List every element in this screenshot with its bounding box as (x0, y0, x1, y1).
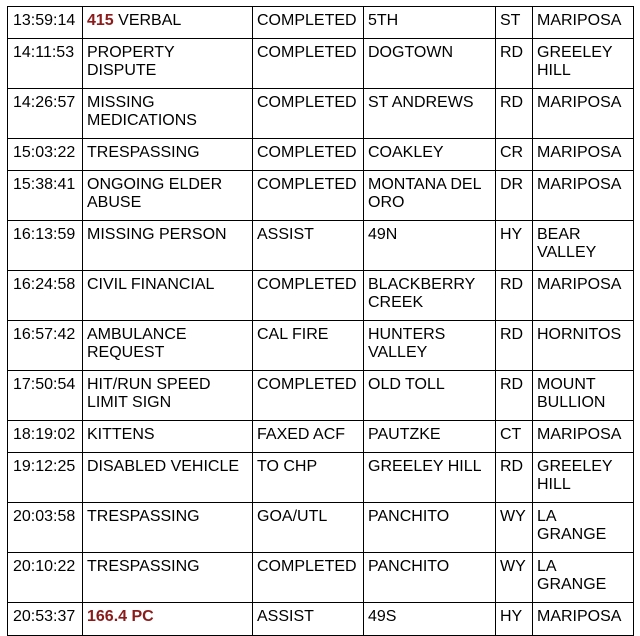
table-row (8, 603, 634, 636)
incident-text: ONGOING ELDER ABUSE (87, 176, 223, 211)
table-row (8, 221, 634, 271)
time-cell: 13:59:14 (8, 7, 83, 39)
time-cell: 14:11:53 (8, 39, 83, 89)
suffix-cell: WY (496, 553, 533, 603)
suffix-cell: WY (496, 503, 533, 553)
incident-text: CIVIL FINANCIAL (87, 276, 215, 293)
table-row (8, 139, 634, 171)
call-log-table (7, 6, 634, 636)
table-row (8, 371, 634, 421)
time-cell: 15:03:22 (8, 139, 83, 171)
incident-cell (83, 89, 253, 139)
suffix-cell: RD (496, 453, 533, 503)
disposition-cell: TO CHP (253, 453, 364, 503)
table-row (8, 7, 634, 39)
city-cell: MARIPOSA (533, 171, 634, 221)
incident-text: TRESPASSING (87, 144, 200, 161)
incident-cell (83, 553, 253, 603)
street-cell: BLACKBERRY CREEK (364, 271, 496, 321)
incident-code: 166.4 PC (87, 608, 154, 625)
incident-cell (83, 421, 253, 453)
disposition-cell: COMPLETED (253, 171, 364, 221)
disposition-cell: COMPLETED (253, 7, 364, 39)
street-cell: HUNTERS VALLEY (364, 321, 496, 371)
street-cell: 49N (364, 221, 496, 271)
city-cell: MOUNT BULLION (533, 371, 634, 421)
street-cell: PANCHITO (364, 553, 496, 603)
table-row (8, 421, 634, 453)
street-cell: PAUTZKE (364, 421, 496, 453)
disposition-cell: COMPLETED (253, 371, 364, 421)
call-log-body (8, 7, 634, 636)
city-cell: MARIPOSA (533, 421, 634, 453)
suffix-cell: RD (496, 321, 533, 371)
disposition-cell: COMPLETED (253, 89, 364, 139)
suffix-cell: RD (496, 371, 533, 421)
street-cell: GREELEY HILL (364, 453, 496, 503)
disposition-cell: CAL FIRE (253, 321, 364, 371)
city-cell: GREELEY HILL (533, 39, 634, 89)
incident-cell (83, 39, 253, 89)
incident-cell (83, 453, 253, 503)
suffix-cell: ST (496, 7, 533, 39)
time-cell: 16:24:58 (8, 271, 83, 321)
suffix-cell: HY (496, 221, 533, 271)
street-cell: OLD TOLL (364, 371, 496, 421)
city-cell: MARIPOSA (533, 139, 634, 171)
time-cell: 17:50:54 (8, 371, 83, 421)
street-cell: MONTANA DEL ORO (364, 171, 496, 221)
incident-text: MISSING MEDICATIONS (87, 94, 197, 129)
disposition-cell: COMPLETED (253, 39, 364, 89)
city-cell: MARIPOSA (533, 271, 634, 321)
incident-cell (83, 139, 253, 171)
time-cell: 14:26:57 (8, 89, 83, 139)
incident-code: 415 (87, 12, 114, 29)
suffix-cell: RD (496, 271, 533, 321)
time-cell: 18:19:02 (8, 421, 83, 453)
street-cell: PANCHITO (364, 503, 496, 553)
time-cell: 20:53:37 (8, 603, 83, 636)
street-cell: COAKLEY (364, 139, 496, 171)
table-row (8, 553, 634, 603)
table-row (8, 503, 634, 553)
incident-cell (83, 7, 253, 39)
disposition-cell: COMPLETED (253, 553, 364, 603)
time-cell: 16:13:59 (8, 221, 83, 271)
city-cell: GREELEY HILL (533, 453, 634, 503)
incident-text: KITTENS (87, 426, 155, 443)
disposition-cell: GOA/UTL (253, 503, 364, 553)
incident-cell (83, 221, 253, 271)
table-row (8, 271, 634, 321)
suffix-cell: RD (496, 39, 533, 89)
incident-text: VERBAL (113, 12, 182, 29)
time-cell: 20:03:58 (8, 503, 83, 553)
suffix-cell: RD (496, 89, 533, 139)
city-cell: MARIPOSA (533, 89, 634, 139)
incident-cell (83, 171, 253, 221)
time-cell: 19:12:25 (8, 453, 83, 503)
incident-text: HIT/RUN SPEED LIMIT SIGN (87, 376, 211, 411)
incident-cell (83, 371, 253, 421)
street-cell: 49S (364, 603, 496, 636)
time-cell: 16:57:42 (8, 321, 83, 371)
disposition-cell: COMPLETED (253, 271, 364, 321)
incident-text: AMBULANCE REQUEST (87, 326, 187, 361)
street-cell: ST ANDREWS (364, 89, 496, 139)
suffix-cell: HY (496, 603, 533, 636)
time-cell: 20:10:22 (8, 553, 83, 603)
table-row (8, 171, 634, 221)
incident-cell (83, 321, 253, 371)
city-cell: MARIPOSA (533, 7, 634, 39)
city-cell: HORNITOS (533, 321, 634, 371)
incident-text: TRESPASSING (87, 558, 200, 575)
incident-text: PROPERTY DISPUTE (87, 44, 175, 79)
city-cell: BEAR VALLEY (533, 221, 634, 271)
time-cell: 15:38:41 (8, 171, 83, 221)
table-row (8, 453, 634, 503)
city-cell: LA GRANGE (533, 553, 634, 603)
incident-cell (83, 603, 253, 636)
suffix-cell: DR (496, 171, 533, 221)
suffix-cell: CT (496, 421, 533, 453)
disposition-cell: ASSIST (253, 603, 364, 636)
city-cell: LA GRANGE (533, 503, 634, 553)
incident-cell (83, 503, 253, 553)
incident-text: TRESPASSING (87, 508, 200, 525)
disposition-cell: FAXED ACF (253, 421, 364, 453)
suffix-cell: CR (496, 139, 533, 171)
table-row (8, 39, 634, 89)
incident-text: MISSING PERSON (87, 226, 227, 243)
disposition-cell: ASSIST (253, 221, 364, 271)
city-cell: MARIPOSA (533, 603, 634, 636)
table-row (8, 89, 634, 139)
incident-text: DISABLED VEHICLE (87, 458, 240, 475)
street-cell: DOGTOWN (364, 39, 496, 89)
street-cell: 5TH (364, 7, 496, 39)
table-row (8, 321, 634, 371)
disposition-cell: COMPLETED (253, 139, 364, 171)
incident-cell (83, 271, 253, 321)
